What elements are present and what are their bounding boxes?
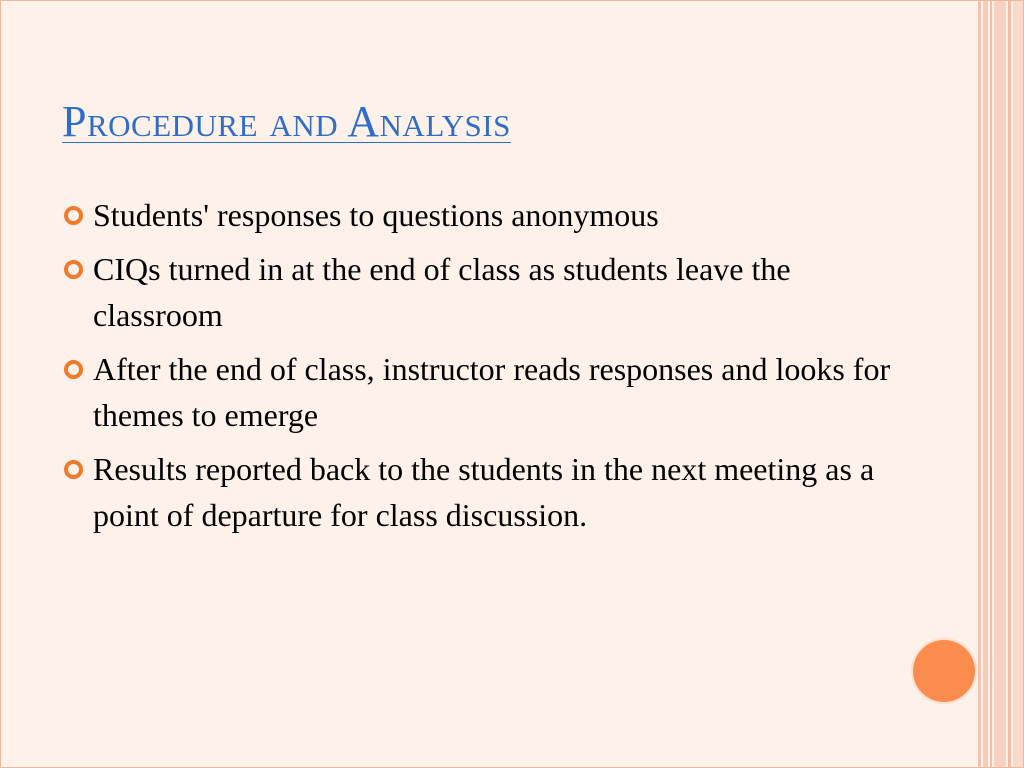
- decorative-stripe: [1008, 0, 1011, 768]
- decorative-stripe: [1013, 0, 1023, 768]
- bullet-text: After the end of class, instructor reads responses and looks for themes to emerge: [93, 351, 891, 433]
- bullet-text: Results reported back to the students in the next meeting as a point of departure for class discussion.: [93, 451, 875, 533]
- bullet-item: [62, 346, 892, 438]
- decorative-stripe: [983, 0, 988, 768]
- ring-bullet-icon: [64, 206, 83, 225]
- slide-title: Procedure and Analysis: [62, 97, 511, 146]
- bullet-list: [62, 192, 892, 546]
- orange-circle-icon: [913, 640, 975, 702]
- bullet-item: [62, 246, 892, 338]
- bullet-item: [62, 192, 892, 238]
- bullet-item: [62, 446, 892, 538]
- ring-bullet-icon: [64, 260, 83, 279]
- ring-bullet-icon: [64, 360, 83, 379]
- ring-bullet-icon: [64, 460, 83, 479]
- decorative-stripe: [994, 0, 1006, 768]
- decorative-stripe: [978, 0, 981, 768]
- decorative-stripe: [990, 0, 992, 768]
- bullet-text: CIQs turned in at the end of class as students leave the classroom: [93, 251, 791, 333]
- bullet-text: Students' responses to questions anonymous: [93, 197, 659, 233]
